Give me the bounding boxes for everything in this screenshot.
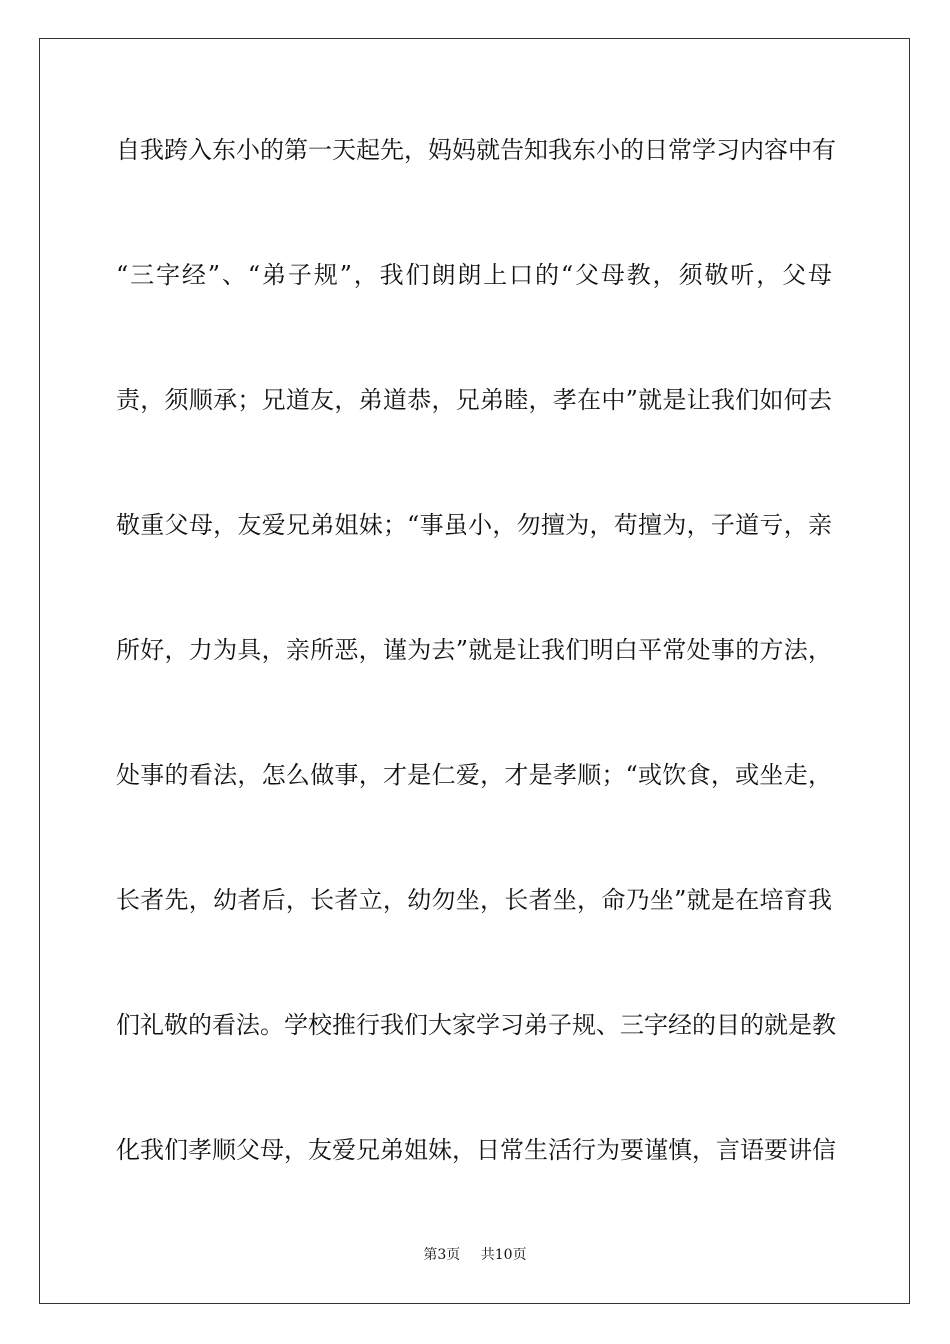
text-line-3: 责，须顺承；兄道友，弟道恭，兄弟睦，孝在中”就是让我们如何去 (116, 386, 832, 414)
page-border (39, 38, 910, 1304)
text-line-4: 敬重父母，友爱兄弟姐妹；“事虽小，勿擅为，苟擅为，子道亏，亲 (116, 511, 832, 539)
text-line-1: 自我跨入东小的第一天起先，妈妈就告知我东小的日常学习内容中有 (116, 136, 836, 164)
text-line-8: 们礼敬的看法。学校推行我们大家学习弟子规、三字经的目的就是教 (116, 1011, 836, 1039)
page-number: 第3页 (423, 1247, 461, 1263)
page-footer (0, 1245, 950, 1265)
text-line-9: 化我们孝顺父母，友爱兄弟姐妹，日常生活行为要谨慎，言语要讲信 (116, 1136, 836, 1164)
page-total: 共10页 (480, 1247, 527, 1263)
text-line-5: 所好，力为具，亲所恶，谨为去”就是让我们明白平常处事的方法， (116, 636, 832, 664)
text-line-6: 处事的看法，怎么做事，才是仁爱，才是孝顺；“或饮食，或坐走， (116, 761, 832, 789)
text-line-7: 长者先，幼者后，长者立，幼勿坐，长者坐，命乃坐”就是在培育我 (116, 886, 832, 914)
text-line-2: “三字经”、“弟子规”，我们朗朗上口的“父母教，须敬听，父母 (116, 261, 832, 289)
